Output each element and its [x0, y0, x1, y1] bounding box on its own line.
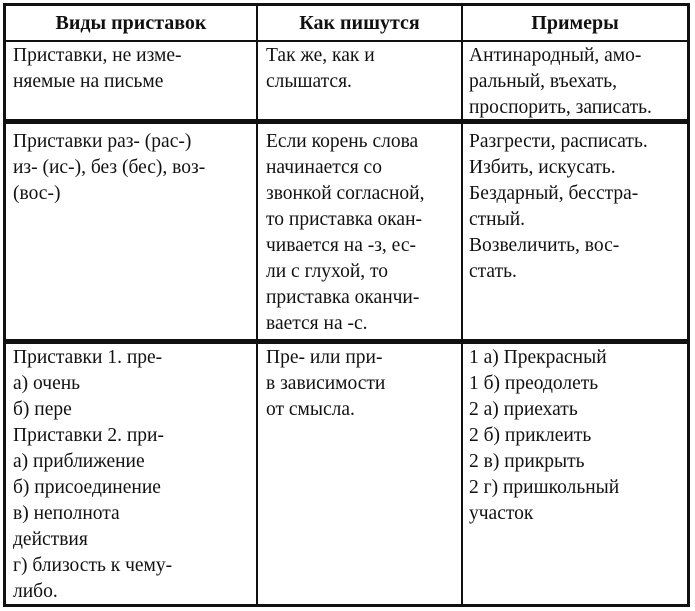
text-line: Бездарный, бесстра- [469, 183, 639, 204]
text-line: 1 б) преодолеть [469, 373, 599, 394]
header-divider [6, 40, 687, 42]
text-line: Если корень слова [266, 131, 419, 152]
text-line: Разгрести, расписать. [469, 131, 648, 152]
text-line: в зависимости [266, 373, 386, 394]
text-line: Приставки 1. пре- [13, 347, 163, 368]
row3-examples-cell [469, 345, 619, 527]
text-line: Приставки 2. при- [13, 425, 164, 446]
text-line: приставка оканчи- [266, 287, 420, 308]
row1-examples-cell [469, 43, 652, 121]
row-divider-2 [6, 339, 687, 344]
text-line: проспорить, записать. [469, 97, 652, 118]
text-line: от смысла. [266, 399, 355, 420]
text-line: 2 б) приклеить [469, 425, 592, 446]
prefix-table [3, 3, 690, 607]
text-line: 1 а) Прекрасный [469, 347, 607, 368]
text-line: а) очень [13, 373, 81, 394]
text-line: Приставки, не изме- [13, 45, 182, 66]
text-line: (вос-) [13, 183, 61, 204]
text-line: г) близость к чему- [13, 555, 173, 576]
text-line: Так же, как и [266, 45, 375, 66]
row3-type-cell [13, 345, 172, 605]
text-line: стный. [469, 209, 526, 230]
row2-rule-cell [266, 129, 424, 337]
text-line: то приставка окан- [266, 209, 423, 230]
text-line: в) неполнота [13, 503, 120, 524]
row2-type-cell [13, 129, 205, 207]
text-line: Возвеличить, вос- [469, 235, 620, 256]
text-line: няемые на письме [13, 71, 164, 92]
text-line: 2 г) пришкольный [469, 477, 620, 498]
text-line: участок [469, 503, 534, 524]
row1-type-cell [13, 43, 182, 95]
text-line: Избить, искусать. [469, 157, 616, 178]
text-line: из- (ис-), без (бес), воз- [13, 157, 206, 178]
text-line: ли с глухой, то [266, 261, 389, 282]
text-line: вается на -с. [266, 313, 368, 334]
text-line: Антинародный, амо- [469, 45, 642, 66]
text-line: б) присоединение [13, 477, 161, 498]
text-line: чивается на -з, ес- [266, 235, 416, 256]
text-line: ральный, въехать, [469, 71, 618, 92]
text-line: б) пере [13, 399, 72, 420]
text-line: Пре- или при- [266, 347, 383, 368]
text-line: 2 в) прикрыть [469, 451, 585, 472]
text-line: слышатся. [266, 71, 352, 92]
text-line: звонкой согласной, [266, 183, 425, 204]
text-line: 2 а) приехать [469, 399, 578, 420]
text-line: стать. [469, 261, 517, 282]
row3-rule-cell [266, 345, 385, 423]
text-line: начинается со [266, 157, 382, 178]
header-types: Виды приставок [55, 12, 207, 34]
row1-rule-cell [266, 43, 375, 95]
column-divider-1 [256, 6, 258, 604]
header-spelling: Как пишутся [299, 12, 420, 34]
column-divider-2 [461, 6, 463, 604]
text-line: а) приближение [13, 451, 145, 472]
header-examples: Примеры [531, 12, 619, 34]
row2-examples-cell [469, 129, 648, 285]
text-line: либо. [13, 581, 58, 602]
text-line: действия [13, 529, 88, 550]
text-line: Приставки раз- (рас-) [13, 131, 192, 152]
